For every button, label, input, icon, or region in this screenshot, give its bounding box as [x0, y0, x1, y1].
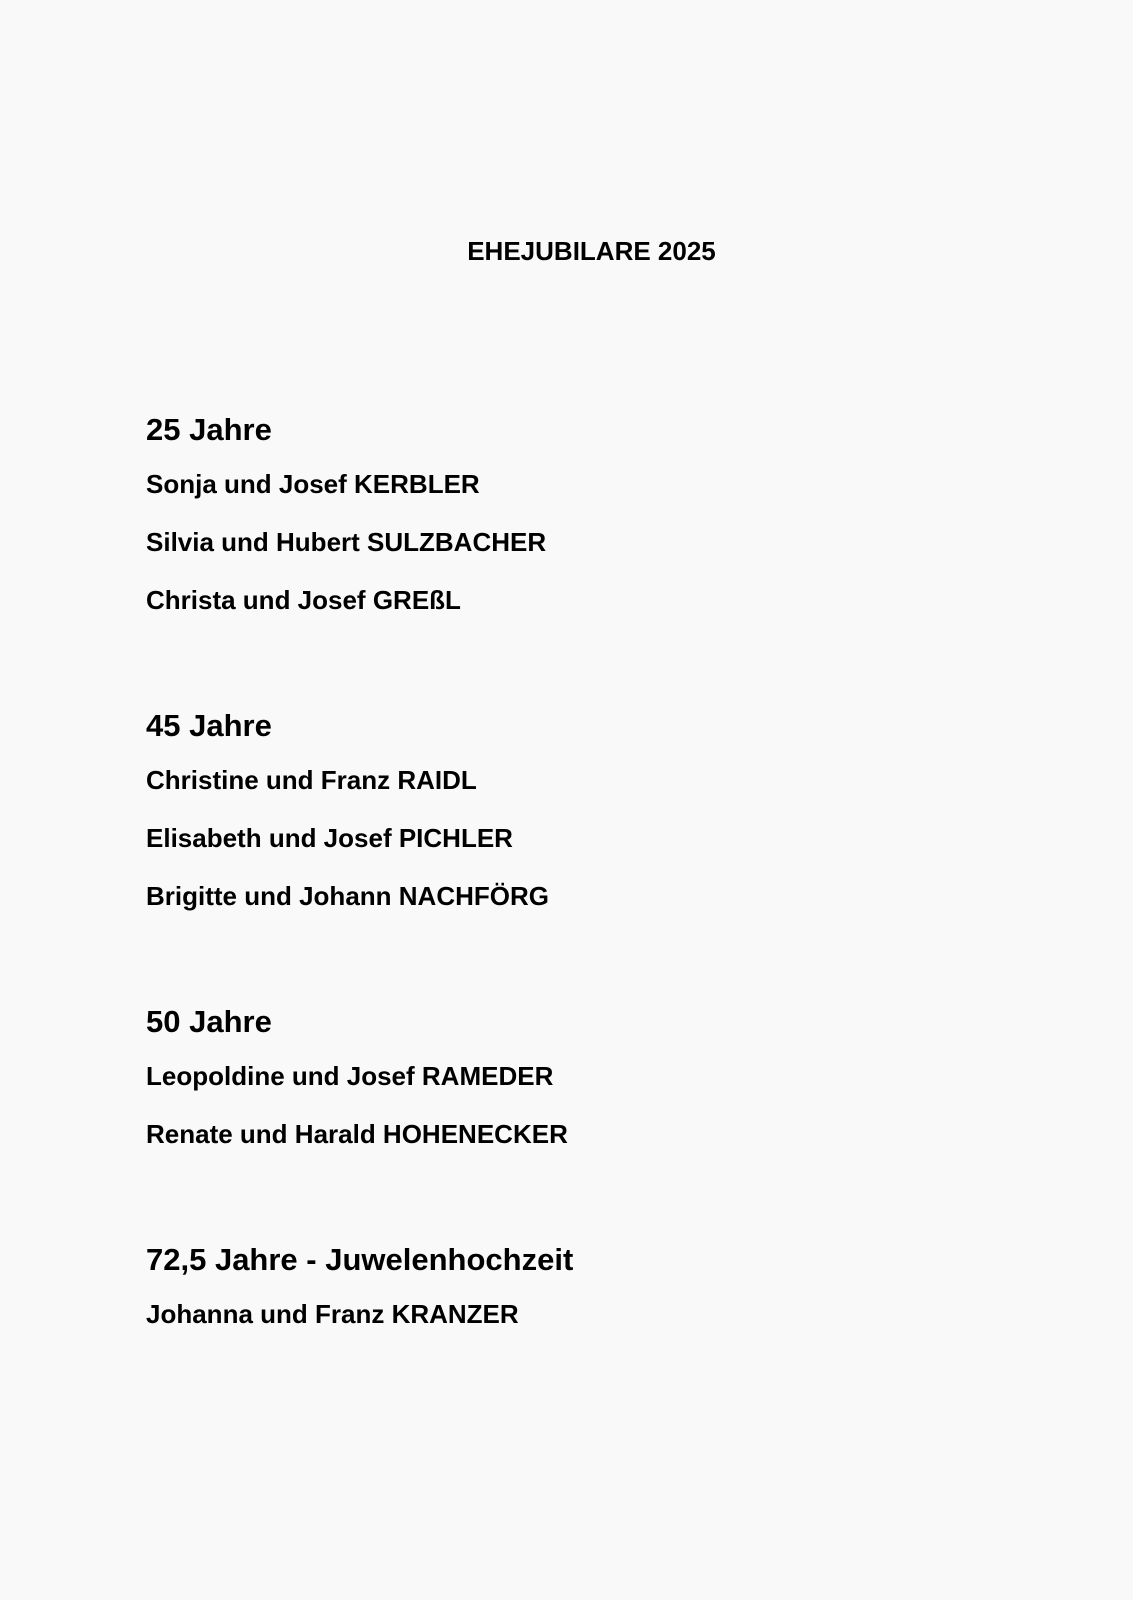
section-heading: 25 Jahre	[146, 412, 272, 447]
list-item: Leopoldine und Josef RAMEDER	[146, 1061, 554, 1091]
section-heading: 72,5 Jahre - Juwelenhochzeit	[146, 1242, 574, 1277]
section-heading: 50 Jahre	[146, 1004, 272, 1039]
list-item: Sonja und Josef KERBLER	[146, 469, 480, 499]
list-item: Christa und Josef GREßL	[146, 585, 461, 615]
list-item: Christine und Franz RAIDL	[146, 765, 477, 795]
list-item: Renate und Harald HOHENECKER	[146, 1119, 568, 1149]
section-45-years	[146, 708, 549, 939]
page-title: EHEJUBILARE 2025	[467, 236, 716, 266]
section-25-years	[146, 412, 546, 643]
section-72-5-years	[146, 1242, 573, 1357]
list-item: Johanna und Franz KRANZER	[146, 1299, 519, 1329]
list-item: Elisabeth und Josef PICHLER	[146, 823, 513, 853]
list-item: Brigitte und Johann NACHFÖRG	[146, 881, 549, 911]
section-heading: 45 Jahre	[146, 708, 272, 743]
section-50-years	[146, 1004, 568, 1177]
list-item: Silvia und Hubert SULZBACHER	[146, 527, 547, 557]
